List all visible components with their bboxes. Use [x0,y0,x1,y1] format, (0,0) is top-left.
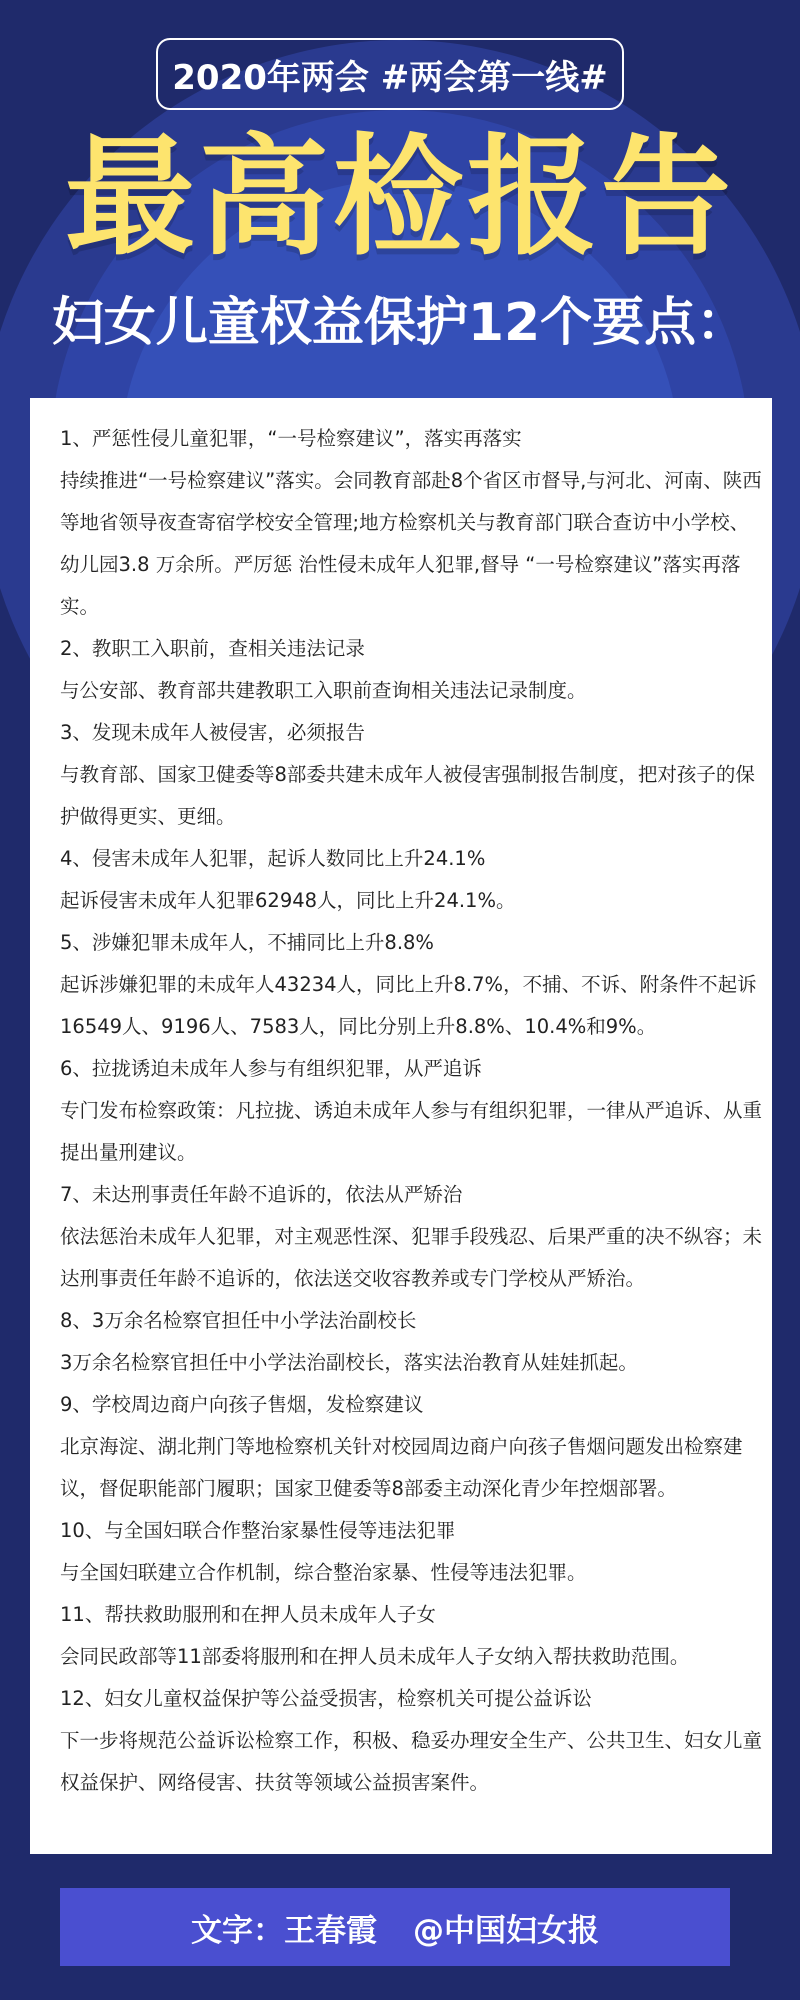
content-panel [30,398,772,1854]
item-title: 8、3万余名检察官担任中小学法治副校长 [60,1309,417,1332]
item-title: 4、侵害未成年人犯罪，起诉人数同比上升24.1% [60,847,486,870]
header-tag: 2020年两会 #两会第一线# [156,38,624,110]
list-item [60,1510,762,1594]
footer-source: @中国妇女报 [413,1912,599,1949]
page-subtitle: 妇女儿童权益保护12个要点： [51,293,749,353]
item-body: 北京海淀、湖北荆门等地检察机关针对校园周边商户向孩子售烟问题发出检察建议，督促职能部门履职；国家卫健委等8部委主动深化青少年控烟部署。 [60,1435,743,1500]
item-body: 起诉侵害未成年人犯罪62948人，同比上升24.1%。 [60,889,516,912]
item-body: 专门发布检察政策：凡拉拢、诱迫未成年人参与有组织犯罪，一律从严追诉、从重提出量刑建议。 [60,1099,763,1164]
item-title: 6、拉拢诱迫未成年人参与有组织犯罪，从严追诉 [60,1057,482,1080]
item-title: 1、严惩性侵儿童犯罪，“一号检察建议”，落实再落实 [60,427,522,450]
list-item [60,1678,762,1804]
list-item [60,838,762,922]
item-body: 会同民政部等11部委将服刑和在押人员未成年人子女纳入帮扶救助范围。 [60,1645,690,1668]
list-item [60,628,762,712]
list-item [60,1594,762,1678]
item-body: 与公安部、教育部共建教职工入职前查询相关违法记录制度。 [60,679,587,702]
item-body: 下一步将规范公益诉讼检察工作，积极、稳妥办理安全生产、公共卫生、妇女儿童权益保护、网络侵害、扶贫等领域公益损害案件。 [60,1729,763,1794]
item-body: 3万余名检察官担任中小学法治副校长，落实法治教育从娃娃抓起。 [60,1351,638,1374]
list-item [60,1174,762,1300]
footer-author: 文字：王春霞 [191,1912,377,1949]
item-title: 10、与全国妇联合作整治家暴性侵等违法犯罪 [60,1519,456,1542]
item-title: 7、未达刑事责任年龄不追诉的，依法从严矫治 [60,1183,463,1206]
item-body: 依法惩治未成年人犯罪，对主观恶性深、犯罪手段残忍、后果严重的决不纵容；未达刑事责任年龄不追诉的，依法送交收容教养或专门学校从严矫治。 [60,1225,763,1290]
item-body: 起诉涉嫌犯罪的未成年人43234人，同比上升8.7%，不捕、不诉、附条件不起诉16549人、9196人、7583人，同比分别上升8.8%、10.4%和9%。 [60,973,757,1038]
list-item [60,1048,762,1174]
item-body: 持续推进“一号检察建议”落实。会同教育部赴8个省区市督导,与河北、河南、陕西等地省领导夜查寄宿学校安全管理;地方检察机关与教育部门联合查访中小学校、幼儿园3.8 万余所。严厉惩 治性侵未成年人犯罪,督导 “一号检察建议”落实再落实。 [60,469,762,618]
list-item [60,1300,762,1384]
list-item [60,712,762,838]
page-title: 最高检报告 [64,121,735,273]
list-item [60,922,762,1048]
footer-credit-bar [60,1888,730,1966]
item-title: 2、教职工入职前，查相关违法记录 [60,637,365,660]
item-title: 11、帮扶救助服刑和在押人员未成年人子女 [60,1603,436,1626]
list-item [60,1384,762,1510]
item-title: 12、妇女儿童权益保护等公益受损害，检察机关可提公益诉讼 [60,1687,592,1710]
item-body: 与全国妇联建立合作机制，综合整治家暴、性侵等违法犯罪。 [60,1561,587,1584]
item-title: 3、发现未成年人被侵害，必须报告 [60,721,365,744]
list-item [60,418,762,628]
item-body: 与教育部、国家卫健委等8部委共建未成年人被侵害强制报告制度，把对孩子的保护做得更实、更细。 [60,763,755,828]
item-title: 9、学校周边商户向孩子售烟，发检察建议 [60,1393,424,1416]
item-title: 5、涉嫌犯罪未成年人，不捕同比上升8.8% [60,931,434,954]
